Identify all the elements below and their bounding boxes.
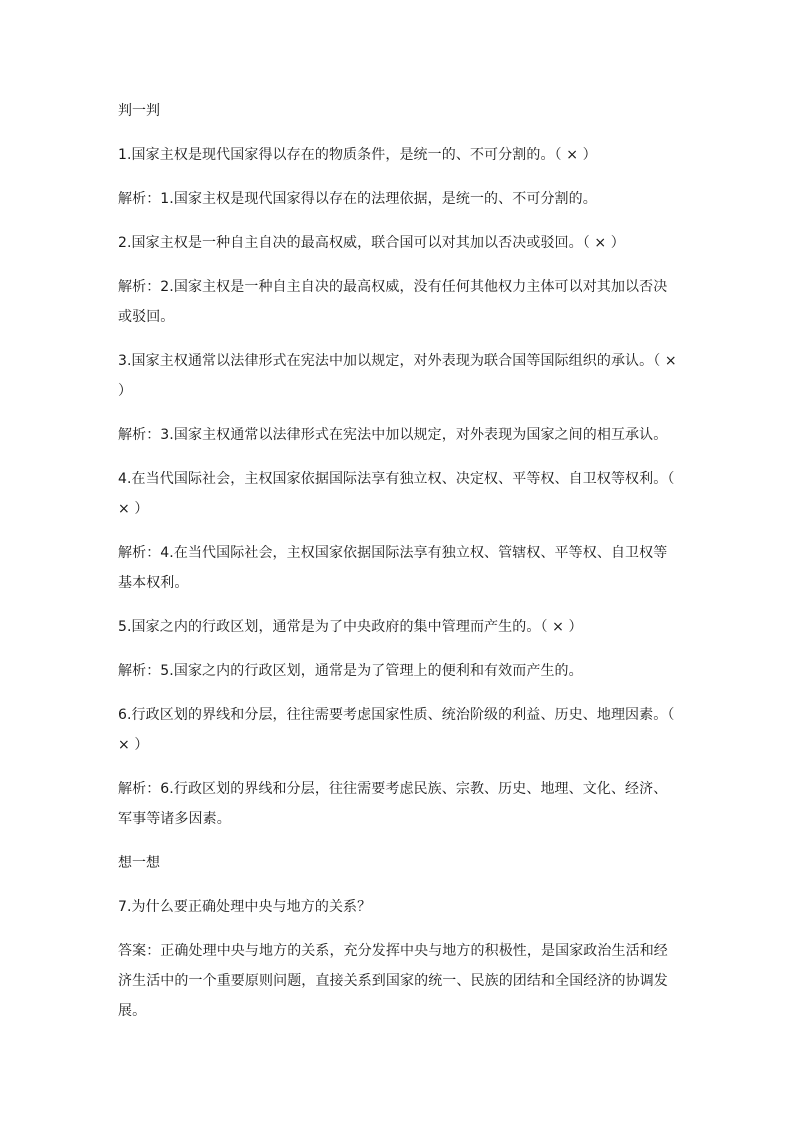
document-page <box>118 96 680 1040</box>
analysis-1: 解析：1.国家主权是现代国家得以存在的法理依据，是统一的、不可分割的。 <box>118 191 597 207</box>
question-7: 7.为什么要正确处理中央与地方的关系？ <box>118 899 372 915</box>
question-6: 6.行政区划的界线和分层，往往需要考虑国家性质、统治阶级的利益、历史、地理因素。（ × ） <box>118 707 675 753</box>
analysis-2: 解析：2.国家主权是一种自主自决的最高权威，没有任何其他权力主体可以对其加以否决或驳回。 <box>118 279 668 325</box>
question-2: 2.国家主权是一种自主自决的最高权威，联合国可以对其加以否决或驳回。（ × ） <box>118 235 625 251</box>
section-heading-think: 想一想 <box>118 855 160 871</box>
question-5: 5.国家之内的行政区划，通常是为了中央政府的集中管理而产生的。（ × ） <box>118 619 583 635</box>
question-3: 3.国家主权通常以法律形式在宪法中加以规定，对外表现为联合国等国际组织的承认。（ × ） <box>118 353 677 399</box>
question-1: 1.国家主权是现代国家得以存在的物质条件，是统一的、不可分割的。（ × ） <box>118 147 597 163</box>
analysis-4: 解析：4.在当代国际社会，主权国家依据国际法享有独立权、管辖权、平等权、自卫权等基本权利。 <box>118 545 668 591</box>
question-4: 4.在当代国际社会，主权国家依据国际法享有独立权、决定权、平等权、自卫权等权利。（ × ） <box>118 471 675 517</box>
section-heading-judge: 判一判 <box>118 103 160 119</box>
analysis-6: 解析：6.行政区划的界线和分层，往往需要考虑民族、宗教、历史、地理、文化、经济、军事等诸多因素。 <box>118 781 668 827</box>
analysis-5: 解析：5.国家之内的行政区划，通常是为了管理上的便利和有效而产生的。 <box>118 663 583 679</box>
analysis-3: 解析：3.国家主权通常以法律形式在宪法中加以规定，对外表现为国家之间的相互承认。 <box>118 427 668 443</box>
answer-7: 答案：正确处理中央与地方的关系，充分发挥中央与地方的积极性，是国家政治生活和经济生活中的一个重要原则问题，直接关系到国家的统一、民族的团结和全国经济的协调发展。 <box>118 943 668 1019</box>
